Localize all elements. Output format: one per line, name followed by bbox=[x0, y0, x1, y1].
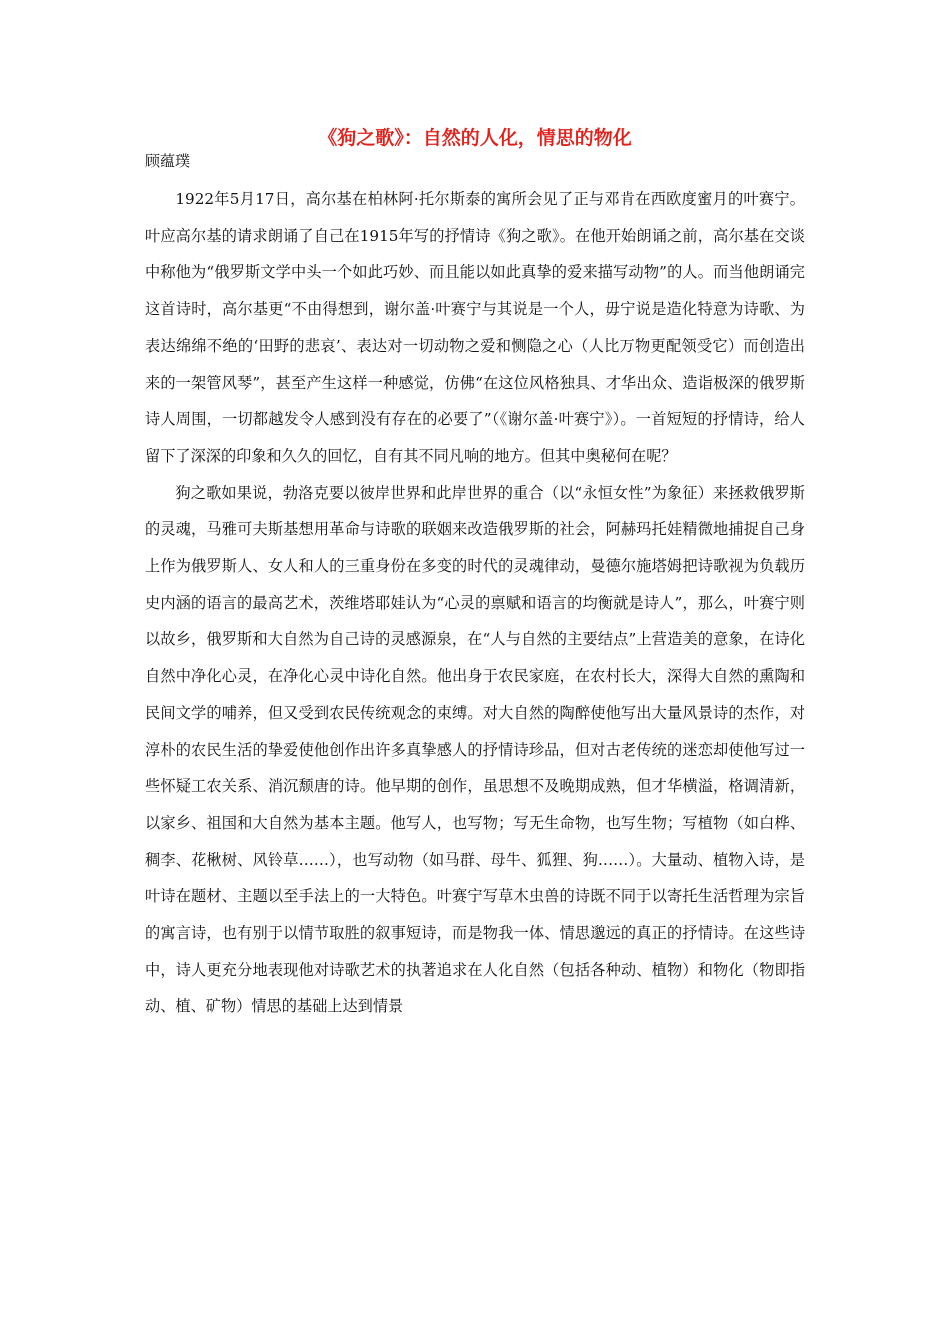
document-title: 《狗之歌》：自然的人化，情思的物化 bbox=[318, 127, 632, 149]
paragraph-1: 1922年5月17日，高尔基在柏林阿·托尔斯泰的寓所会见了正与邓肯在西欧度蜜月的叶赛宁。叶应高尔基的请求朗诵了自己在1915年写的抒情诗《狗之歌》。在他开始朗诵之前，高尔基在交谈中称他为“俄罗斯文学中头一个如此巧妙、而且能以如此真挚的爱来描写动物”的人。而当他朗诵完这首诗时，高尔基更“不由得想到，谢尔盖·叶赛宁与其说是一个人，毋宁说是造化特意为诗歌、为表达绵绵不绝的‘田野的悲哀’、表达对一切动物之爱和恻隐之心（人比万物更配领受它）而创造出来的一架管风琴”，甚至产生这样一种感觉，仿佛“在这位风格独具、才华出众、造诣极深的俄罗斯诗人周围，一切都越发令人感到没有存在的必要了”（《谢尔盖·叶赛宁》）。一首短短的抒情诗，给人留下了深深的印象和久久的回忆，自有其不同凡响的地方。但其中奥秘何在呢？ bbox=[145, 190, 805, 465]
paragraph-2: 狗之歌如果说，勃洛克要以彼岸世界和此岸世界的重合（以“永恒女性”为象征）来拯救俄罗斯的灵魂，马雅可夫斯基想用革命与诗歌的联姻来改造俄罗斯的社会，阿赫玛托娃精微地捕捉自己身上作为俄罗斯人、女人和人的三重身份在多变的时代的灵魂律动，曼德尔施塔姆把诗歌视为负载历史内涵的语言的最高艺术，茨维塔耶娃认为“心灵的禀赋和语言的均衡就是诗人”，那么，叶赛宁则以故乡，俄罗斯和大自然为自己诗的灵感源泉，在“人与自然的主要结点”上营造美的意象，在诗化自然中净化心灵，在净化心灵中诗化自然。他出身于农民家庭，在农村长大，深得大自然的熏陶和民间文学的哺养，但又受到农民传统观念的束缚。对大自然的陶醉使他写出大量风景诗的杰作，对淳朴的农民生活的挚爱使他创作出许多真挚感人的抒情诗珍品，但对古老传统的迷恋却使他写过一些怀疑工农关系、消沉颓唐的诗。他早期的创作，虽思想不及晚期成熟，但才华横溢，格调清新，以家乡、祖国和大自然为基本主题。他写人，也写物；写无生命物，也写生物；写植物（如白桦、稠李、花楸树、风铃草……），也写动物（如马群、母牛、狐狸、狗……）。大量动、植物入诗，是叶诗在题材、主题以至手法上的一大特色。叶赛宁写草木虫兽的诗既不同于以寄托生活哲理为宗旨的寓言诗，也有别于以情节取胜的叙事短诗，而是物我一体、情思邈远的真正的抒情诗。在这些诗中，诗人更充分地表现他对诗歌艺术的执著追求在人化自然（包括各种动、植物）和物化（物即指动、植、矿物）情思的基础上达到情景 bbox=[145, 483, 805, 1016]
author-name: 顾蕴璞 bbox=[145, 152, 191, 170]
document-body bbox=[145, 181, 805, 1025]
